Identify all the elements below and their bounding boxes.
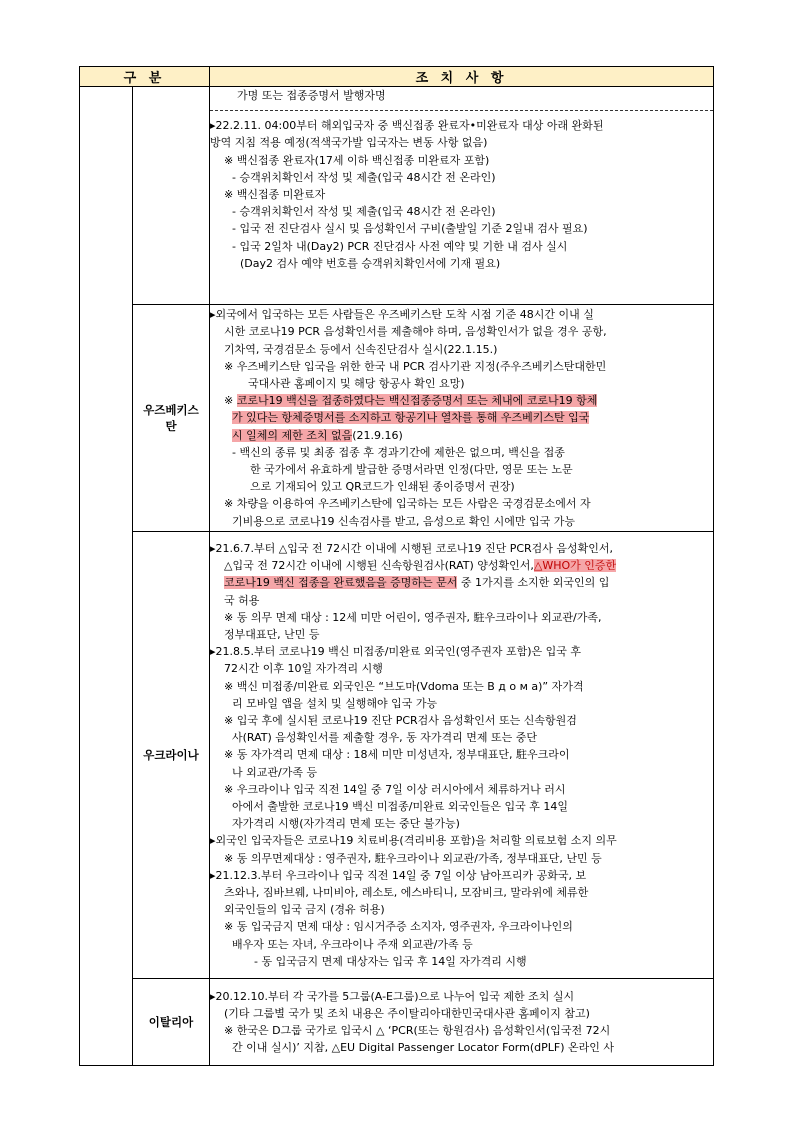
text-line: ※ 입국 후에 실시된 코로나19 진단 PCR검사 음성확인서 또는 신속항원검 (224, 713, 577, 727)
country-cell-ukraine: 우크라이나 (133, 532, 210, 979)
text-line: 코로나19 백신 접종을 완료했음을 증명하는 문서 중 1가지를 소지한 외국인의 입 (224, 576, 610, 590)
text-line: 기차역, 국경검문소 등에서 신속진단검사 실시(22.1.15.) (224, 342, 498, 356)
country-cell-continued (133, 87, 210, 305)
text-line: ※ 백신접종 미완료자 (224, 188, 326, 202)
text-line: 자가격리 시행(자가격리 면제 또는 중단 불가능) (232, 817, 460, 831)
text-line: - 승객위치확인서 작성 및 제출(입국 48시간 전 온라인) (232, 170, 496, 184)
date-text: (21.9.16) (352, 428, 403, 442)
text-line: ※ 백신접종 완료자(17세 이하 백신접종 미완료자 포함) (224, 153, 490, 167)
text-line: 츠와나, 짐바브웨, 나미비아, 레소토, 에스바티니, 모잠비크, 말라위에 체류한 (224, 886, 589, 900)
text-line: - 입국 전 진단검사 실시 및 음성확인서 구비(출발일 기준 2일내 검사 필요) (232, 222, 588, 236)
measures-cell (210, 979, 714, 1066)
measures-table (79, 66, 714, 1066)
text-line: ※ 한국은 D그룹 국가로 입국시 △ ‘PCR(또는 항원검사) 음성확인서(입국전 72시 (224, 1024, 611, 1037)
text-line: 리 모바일 앱을 설치 및 실행해야 입국 가능 (232, 696, 438, 710)
text-line: (기타 그룹별 국가 및 조치 내용은 주이탈리아대한민국대사관 홈페이지 참고) (224, 1006, 590, 1020)
text-line: - 승객위치확인서 작성 및 제출(입국 48시간 전 온라인) (232, 205, 496, 219)
text-line: ▸21.12.3.부터 우크라이나 입국 직전 14일 중 7일 이상 남아프리카 공화국, 보 (210, 868, 587, 882)
text-line: 시한 코로나19 PCR 음성확인서를 제출해야 하며, 음성확인서가 없을 경우 공항, (224, 325, 607, 339)
text-line: ▸21.6.7.부터 △입국 전 72시간 이내에 시행된 코로나19 진단 PCR검사 음성확인서, (210, 541, 614, 555)
measures-cell (210, 87, 714, 305)
text-line: 으로 기재되어 있고 QR코드가 인쇄된 종이증명서 권장) (250, 480, 515, 494)
text-line: (Day2 검사 예약 번호를 승객위치확인서에 기재 필요) (240, 256, 501, 270)
text-line: - 입국 2일차 내(Day2) PCR 진단검사 사전 예약 및 기한 내 검사 실시 (232, 239, 568, 253)
text-line: 가명 또는 접종증명서 발행자명 (237, 89, 386, 102)
text-line: 정부대표단, 난민 등 (224, 627, 320, 641)
text-line: ※ 동 자가격리 면제 대상 : 18세 미만 미성년자, 정부대표단, 駐우크라이 (224, 748, 570, 762)
text-line: ※ 차량을 이용하여 우즈베키스탄에 입국하는 모든 사람은 국경검문소에서 자 (224, 497, 591, 511)
table-row-ukraine (80, 532, 714, 979)
text-line: 사(RAT) 음성확인서를 제출할 경우, 동 자가격리 면제 또는 중단 (232, 731, 538, 745)
text-line: 방역 지침 적용 예정(적색국가발 입국자는 변동 사항 없음) (210, 136, 488, 150)
table-header-row (80, 67, 714, 87)
text-line: ※ 코로나19 백신을 접종하였다는 백신접종증명서 또는 체내에 코로나19 항체 (224, 394, 598, 408)
text-line: 국 허용 (224, 593, 260, 607)
text-line: △입국 전 72시간 이내에 시행된 신속항원검사(RAT) 양성확인서,△WHO가 인증한 (224, 559, 617, 573)
region-cell (80, 87, 133, 1066)
highlighted-text: 시 일체의 제한 조치 없음 (232, 428, 353, 442)
highlighted-text: △WHO가 인증한 (533, 559, 617, 573)
text-line: ▸외국인 입국자들은 코로나19 치료비용(격리비용 포함)을 처리할 의료보험 소지 의무 (210, 834, 617, 848)
text-line: 한 국가에서 유효하게 발급한 증명서라면 인정(다만, 영문 또는 노문 (250, 463, 573, 476)
measures-cell (210, 532, 714, 979)
text-line: ▸외국에서 입국하는 모든 사람들은 우즈베키스탄 도착 시점 기준 48시간 이내 실 (210, 308, 594, 322)
text-line: 배우자 또는 자녀, 우크라이나 주재 외교관/가족 등 (232, 937, 473, 951)
text-line: 외국인들의 입국 금지 (경유 허용) (224, 903, 385, 917)
text-line: 기비용으로 코로나19 신속검사를 받고, 음성으로 확인 시에만 입국 가능 (232, 514, 575, 528)
text-line: ▸20.12.10.부터 각 국가를 5그룹(A-E그룹)으로 나누어 입국 제한 조치 실시 (210, 989, 575, 1003)
dashed-divider (210, 110, 713, 111)
text-line: ※ 백신 미접종/미완료 외국인은 “브도마(Vdoma 또는 В д о м а)” 자가격 (224, 679, 584, 693)
text-line: ※ 동 의무면제대상 : 영주권자, 駐우크라이나 외교관/가족, 정부대표단, 난민 등 (224, 851, 602, 865)
text-line: 나 외교관/가족 등 (232, 765, 318, 779)
header-category: 구 분 (80, 67, 210, 87)
table-row-italy (80, 979, 714, 1066)
text-line: ▸21.8.5.부터 코로나19 백신 미접종/미완료 외국인(영주권자 포함)은 입국 후 (210, 645, 582, 659)
measures-cell (210, 305, 714, 532)
text-line: ▸22.2.11. 04:00부터 해외입국자 중 백신접종 완료자•미완료자 대상 아래 완화된 (210, 119, 604, 133)
text-line: - 동 입국금지 면제 대상자는 입국 후 14일 자가격리 시행 (254, 954, 527, 968)
text-line: ※ 동 의무 면제 대상 : 12세 미만 어린이, 영주권자, 駐우크라이나 외교관/가족, (224, 610, 602, 624)
text-line: ※ 동 입국금지 면제 대상 : 임시거주증 소지자, 영주권자, 우크라이나인의 (224, 920, 573, 934)
text-line (210, 427, 713, 444)
highlighted-text: 가 있다는 항체증명서를 소지하고 항공기나 열차를 통해 우즈베키스탄 입국 (232, 411, 590, 425)
text-line (210, 409, 713, 426)
text-line: 72시간 이후 10일 자가격리 시행 (224, 662, 383, 676)
highlighted-text: 코로나19 백신 접종을 완료했음을 증명하는 문서 (224, 576, 458, 590)
text-line: 간 이내 실시)’ 지참, △EU Digital Passenger Locator Form(dPLF) 온라인 사 (232, 1041, 615, 1055)
text-line: ※ 우크라이나 입국 직전 14일 중 7일 이상 러시아에서 체류하거나 러시 (224, 782, 566, 796)
text-line: 국대사관 홈페이지 및 해당 항공사 확인 요망) (248, 376, 465, 390)
country-cell-uzbekistan: 우즈베키스 탄 (133, 305, 210, 532)
text-line: 아에서 출발한 코로나19 백신 미접종/미완료 외국인들은 입국 후 14일 (232, 800, 568, 813)
highlighted-text: 코로나19 백신을 접종하였다는 백신접종증명서 또는 체내에 코로나19 항체 (236, 394, 598, 408)
table-row-continuation (80, 87, 714, 305)
country-cell-italy: 이탈리아 (133, 979, 210, 1066)
table-row-uzbekistan (80, 305, 714, 532)
text-line: - 백신의 종류 및 최종 접종 후 경과기간에 제한은 없으며, 백신을 접종 (232, 445, 565, 459)
text-line: ※ 우즈베키스탄 입국을 위한 한국 내 PCR 검사기관 지정(주우즈베키스탄대한민 (224, 359, 607, 373)
header-measures: 조 치 사 항 (210, 67, 714, 87)
